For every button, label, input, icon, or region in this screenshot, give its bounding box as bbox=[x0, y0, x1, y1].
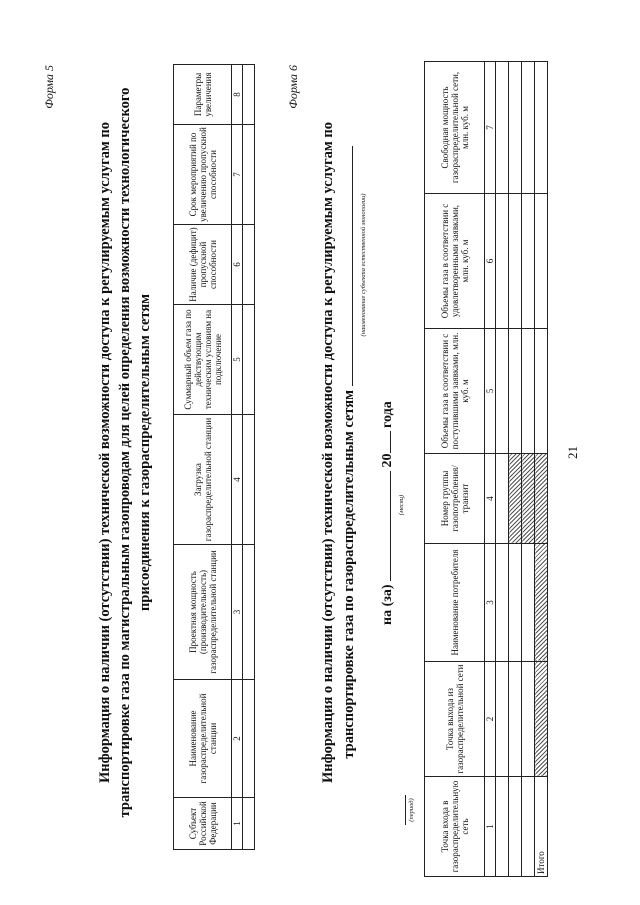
form5-cell bbox=[243, 680, 255, 798]
form6-cell bbox=[496, 662, 509, 777]
form6-hatched-cell bbox=[535, 662, 548, 777]
subject-blank-line bbox=[338, 146, 353, 386]
form6-cell bbox=[496, 62, 509, 194]
form5-title-line-1: Информация о наличии (отсутствии) технической возможности доступа к регулируемым услугам по bbox=[97, 121, 113, 784]
form6-title-line-1: Информация о наличии (отсутствии) технической возможности доступа к регулируемым услугам по bbox=[320, 121, 336, 784]
form5-number-row bbox=[232, 65, 243, 850]
form5-num-4: 4 bbox=[232, 415, 243, 545]
form6-cell bbox=[535, 62, 548, 194]
form6-num-4: 4 bbox=[485, 454, 496, 544]
form6-title-line-2-text: транспортировке газа по газораспределительным сетям bbox=[341, 389, 357, 759]
form6-cell bbox=[496, 544, 509, 662]
form6-cell bbox=[496, 454, 509, 544]
form5-num-2: 2 bbox=[232, 680, 243, 798]
form6-header-1: Точка входа в газораспределительную сеть bbox=[425, 777, 485, 877]
left-caption: (период) bbox=[408, 798, 415, 822]
form5-label: Форма 5 bbox=[42, 65, 56, 109]
form5-header-3: Проектная мощность (производительность) газораспределительной станции bbox=[174, 545, 232, 680]
period-year: 20 bbox=[380, 453, 395, 468]
form6-hatched-cell bbox=[535, 454, 548, 544]
form5-cell bbox=[243, 305, 255, 415]
page-number: 21 bbox=[565, 446, 580, 459]
form6-title bbox=[318, 60, 359, 845]
form6-total-label: Итого bbox=[535, 777, 548, 877]
form5-cell bbox=[243, 545, 255, 680]
form5-title-line-2: транспортировке газа по магистральным газопроводам для целей определения возможности технологического bbox=[117, 87, 133, 818]
form6-header-7: Свободная мощность газораспределительной сети, млн. куб. м bbox=[425, 62, 485, 194]
form5-header-6: Наличие (дефицит) пропускной способности bbox=[174, 225, 232, 305]
form5-header-4: Загрузка газораспределительной станции bbox=[174, 415, 232, 545]
form6-header-row bbox=[425, 62, 485, 877]
subject-caption: (наименование субъекта естественной монополии) bbox=[360, 193, 367, 337]
form6-cell bbox=[522, 544, 535, 662]
form6-header-2: Точка выхода из газораспределительной сети bbox=[425, 662, 485, 777]
form5-header-5: Суммарный объем газа по действующим техническим условиям на подключение bbox=[174, 305, 232, 415]
month-caption: (месяц) bbox=[398, 494, 405, 516]
form6-cell bbox=[509, 662, 522, 777]
form6-empty-row bbox=[509, 62, 522, 877]
period-suffix: года bbox=[380, 401, 395, 428]
form6-header-4: Номер группы газопотребления/ транзит bbox=[425, 454, 485, 544]
form6-label: Форма 6 bbox=[286, 65, 300, 109]
month-blank bbox=[378, 471, 391, 581]
period-blank-line bbox=[405, 795, 406, 825]
form6-cell bbox=[509, 544, 522, 662]
form5-cell bbox=[243, 798, 255, 850]
form6-header-5: Объемы газа в соответствии с поступившими заявками, млн. куб. м bbox=[425, 329, 485, 454]
form6-header-3: Наименование потребителя bbox=[425, 544, 485, 662]
form6-empty-row bbox=[522, 62, 535, 877]
form5-num-3: 3 bbox=[232, 545, 243, 680]
form6-cell bbox=[496, 194, 509, 329]
form6-total-row bbox=[535, 62, 548, 877]
form6-num-1: 1 bbox=[485, 777, 496, 877]
form6-cell bbox=[522, 662, 535, 777]
form6-cell bbox=[522, 62, 535, 194]
form6-title-line-2 bbox=[338, 60, 359, 845]
form5-cell bbox=[243, 415, 255, 545]
form5-title-line-3: присоединения к газораспределительным сетям bbox=[137, 293, 153, 612]
form5-header-7: Срок мероприятий по увеличению пропускной способности bbox=[174, 125, 232, 225]
form6-cell bbox=[509, 62, 522, 194]
form6-empty-row bbox=[496, 62, 509, 877]
form5-table bbox=[173, 64, 255, 850]
form5-header-8: Параметры увеличения bbox=[174, 65, 232, 125]
period-prefix: на (за) bbox=[380, 584, 395, 625]
form6-cell bbox=[496, 777, 509, 877]
form6-num-5: 5 bbox=[485, 329, 496, 454]
form5-header-row bbox=[174, 65, 232, 850]
form6-cell bbox=[535, 194, 548, 329]
form5-num-6: 6 bbox=[232, 225, 243, 305]
form6-cell bbox=[522, 777, 535, 877]
form5-header-2: Наименование газораспределительной станции bbox=[174, 680, 232, 798]
form6-cell bbox=[509, 329, 522, 454]
form6-num-7: 7 bbox=[485, 62, 496, 194]
form5-header-1: Субъект Российской Федерации bbox=[174, 798, 232, 850]
form5-num-5: 5 bbox=[232, 305, 243, 415]
year-blank bbox=[378, 431, 391, 453]
form5-cell bbox=[243, 225, 255, 305]
form6-number-row bbox=[485, 62, 496, 877]
form6-hatched-cell bbox=[535, 544, 548, 662]
form6-num-3: 3 bbox=[485, 544, 496, 662]
form6-header-6: Объемы газа в соответствии с удовлетворенными заявками, млн. куб. м bbox=[425, 194, 485, 329]
form6-table bbox=[424, 61, 548, 877]
period-line bbox=[378, 185, 396, 625]
form6-cell bbox=[496, 329, 509, 454]
form5-cell bbox=[243, 65, 255, 125]
form6-cell bbox=[522, 194, 535, 329]
form6-cell bbox=[509, 777, 522, 877]
form6-cell bbox=[535, 329, 548, 454]
form6-num-2: 2 bbox=[485, 662, 496, 777]
form6-cell bbox=[522, 329, 535, 454]
form5-num-7: 7 bbox=[232, 125, 243, 225]
form6-hatched-cell bbox=[509, 454, 522, 544]
form5-num-1: 1 bbox=[232, 798, 243, 850]
form5-cell bbox=[243, 125, 255, 225]
form6-hatched-cell bbox=[522, 454, 535, 544]
form5-empty-row bbox=[243, 65, 255, 850]
form5-title bbox=[95, 60, 155, 845]
form6-cell bbox=[509, 194, 522, 329]
form6-num-6: 6 bbox=[485, 194, 496, 329]
form5-num-8: 8 bbox=[232, 65, 243, 125]
